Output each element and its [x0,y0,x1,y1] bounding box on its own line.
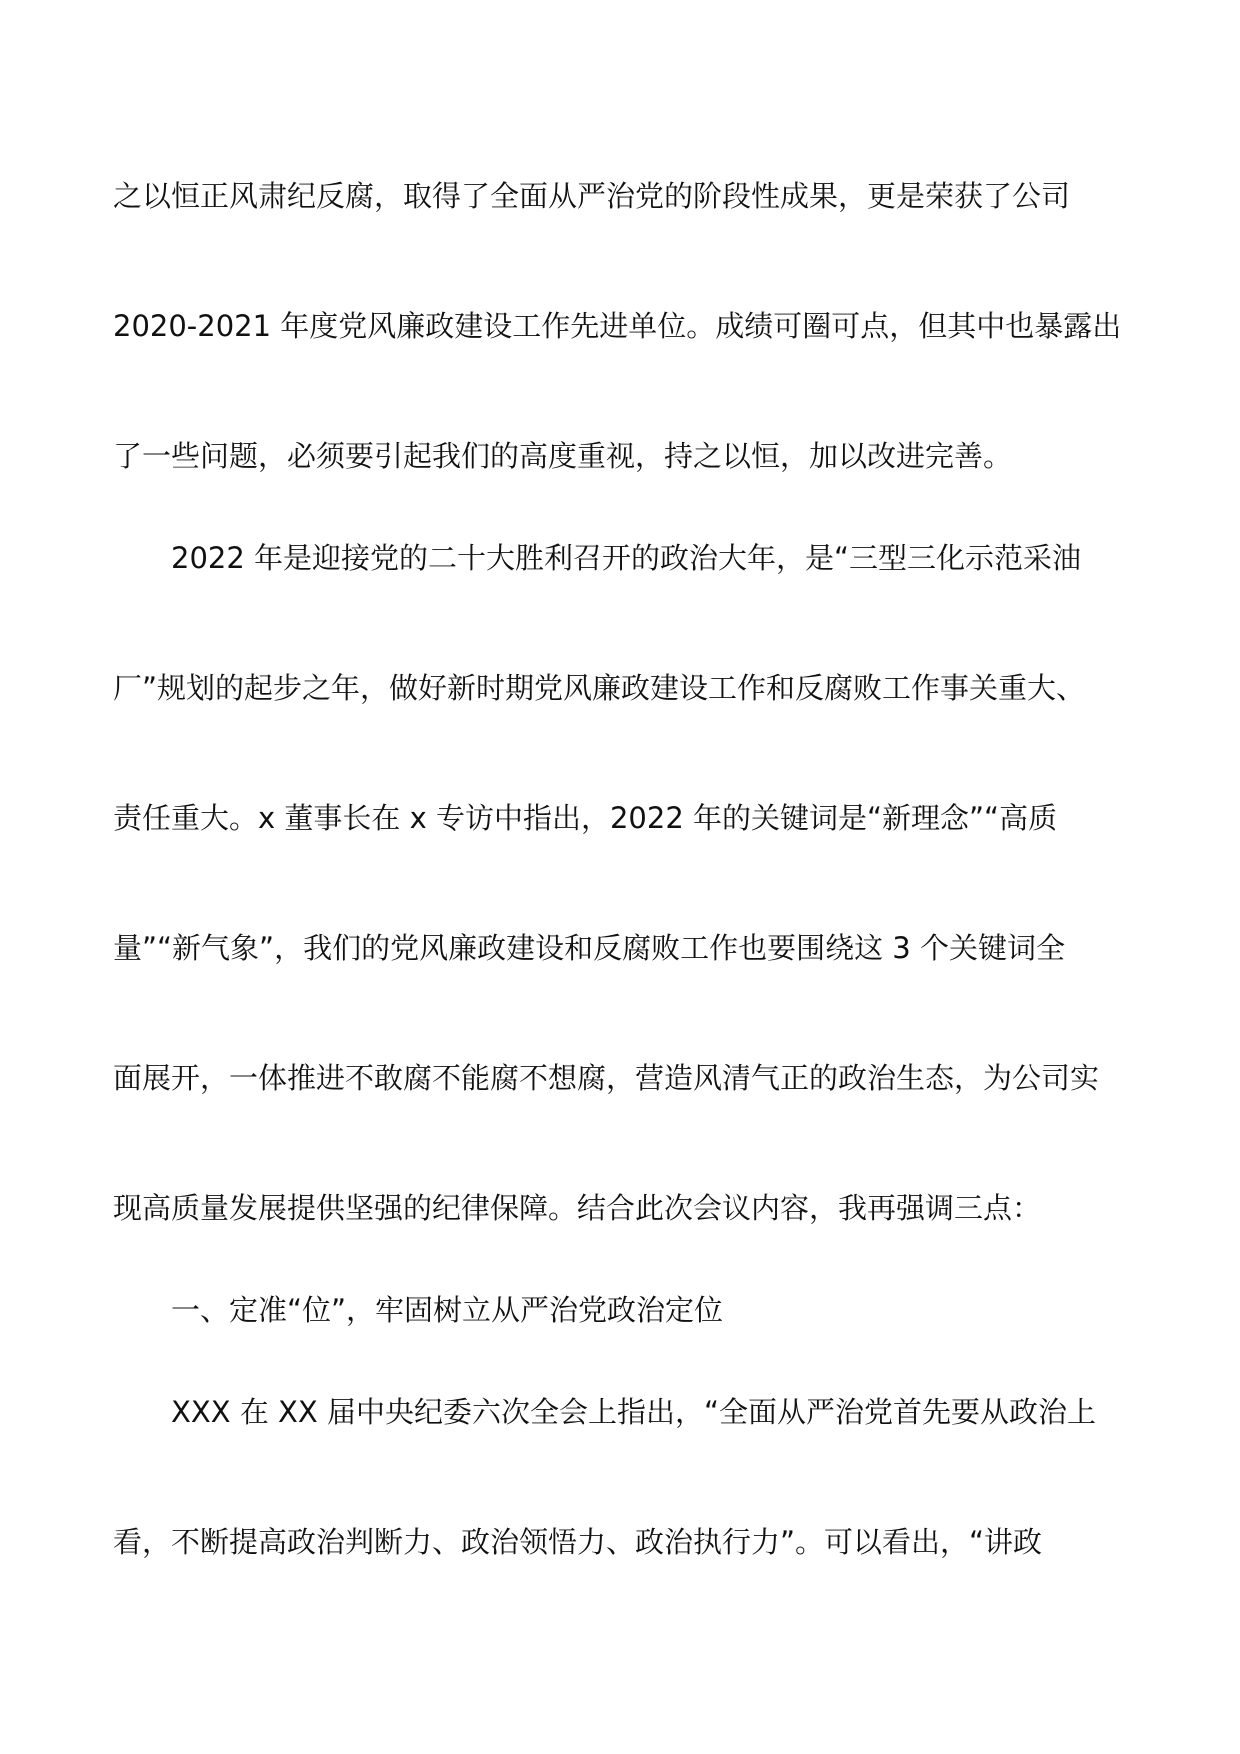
section-heading: 一、定准“位”，牢固树立从严治党政治定位 [171,1293,724,1327]
paragraph-line: 看，不断提高政治判断力、政治领悟力、政治执行力”。可以看出，“讲政 [113,1525,1043,1559]
paragraph-line: 2020-2021 年度党风廉政建设工作先进单位。成绩可圈可点，但其中也暴露出 [113,309,1122,343]
paragraph-line: XXX 在 XX 届中央纪委六次全会上指出，“全面从严治党首先要从政治上 [171,1395,1097,1429]
paragraph-line: 了一些问题，必须要引起我们的高度重视，持之以恒，加以改进完善。 [113,439,1013,473]
paragraph-line: 厂”规划的起步之年，做好新时期党风廉政建设工作和反腐败工作事关重大、 [113,671,1086,705]
paragraph-line: 2022 年是迎接党的二十大胜利召开的政治大年，是“三型三化示范采油 [171,541,1082,575]
paragraph-line: 现高质量发展提供坚强的纪律保障。结合此次会议内容，我再强调三点： [113,1191,1042,1225]
paragraph-line: 责任重大。x 董事长在 x 专访中指出，2022 年的关键词是“新理念”“高质 [113,801,1058,835]
paragraph-line: 量”“新气象”，我们的党风廉政建设和反腐败工作也要围绕这 3 个关键词全 [113,931,1065,965]
paragraph-line: 之以恒正风肃纪反腐，取得了全面从严治党的阶段性成果，更是荣获了公司 [113,179,1071,213]
paragraph-line: 面展开，一体推进不敢腐不能腐不想腐，营造风清气正的政治生态，为公司实 [113,1061,1100,1095]
